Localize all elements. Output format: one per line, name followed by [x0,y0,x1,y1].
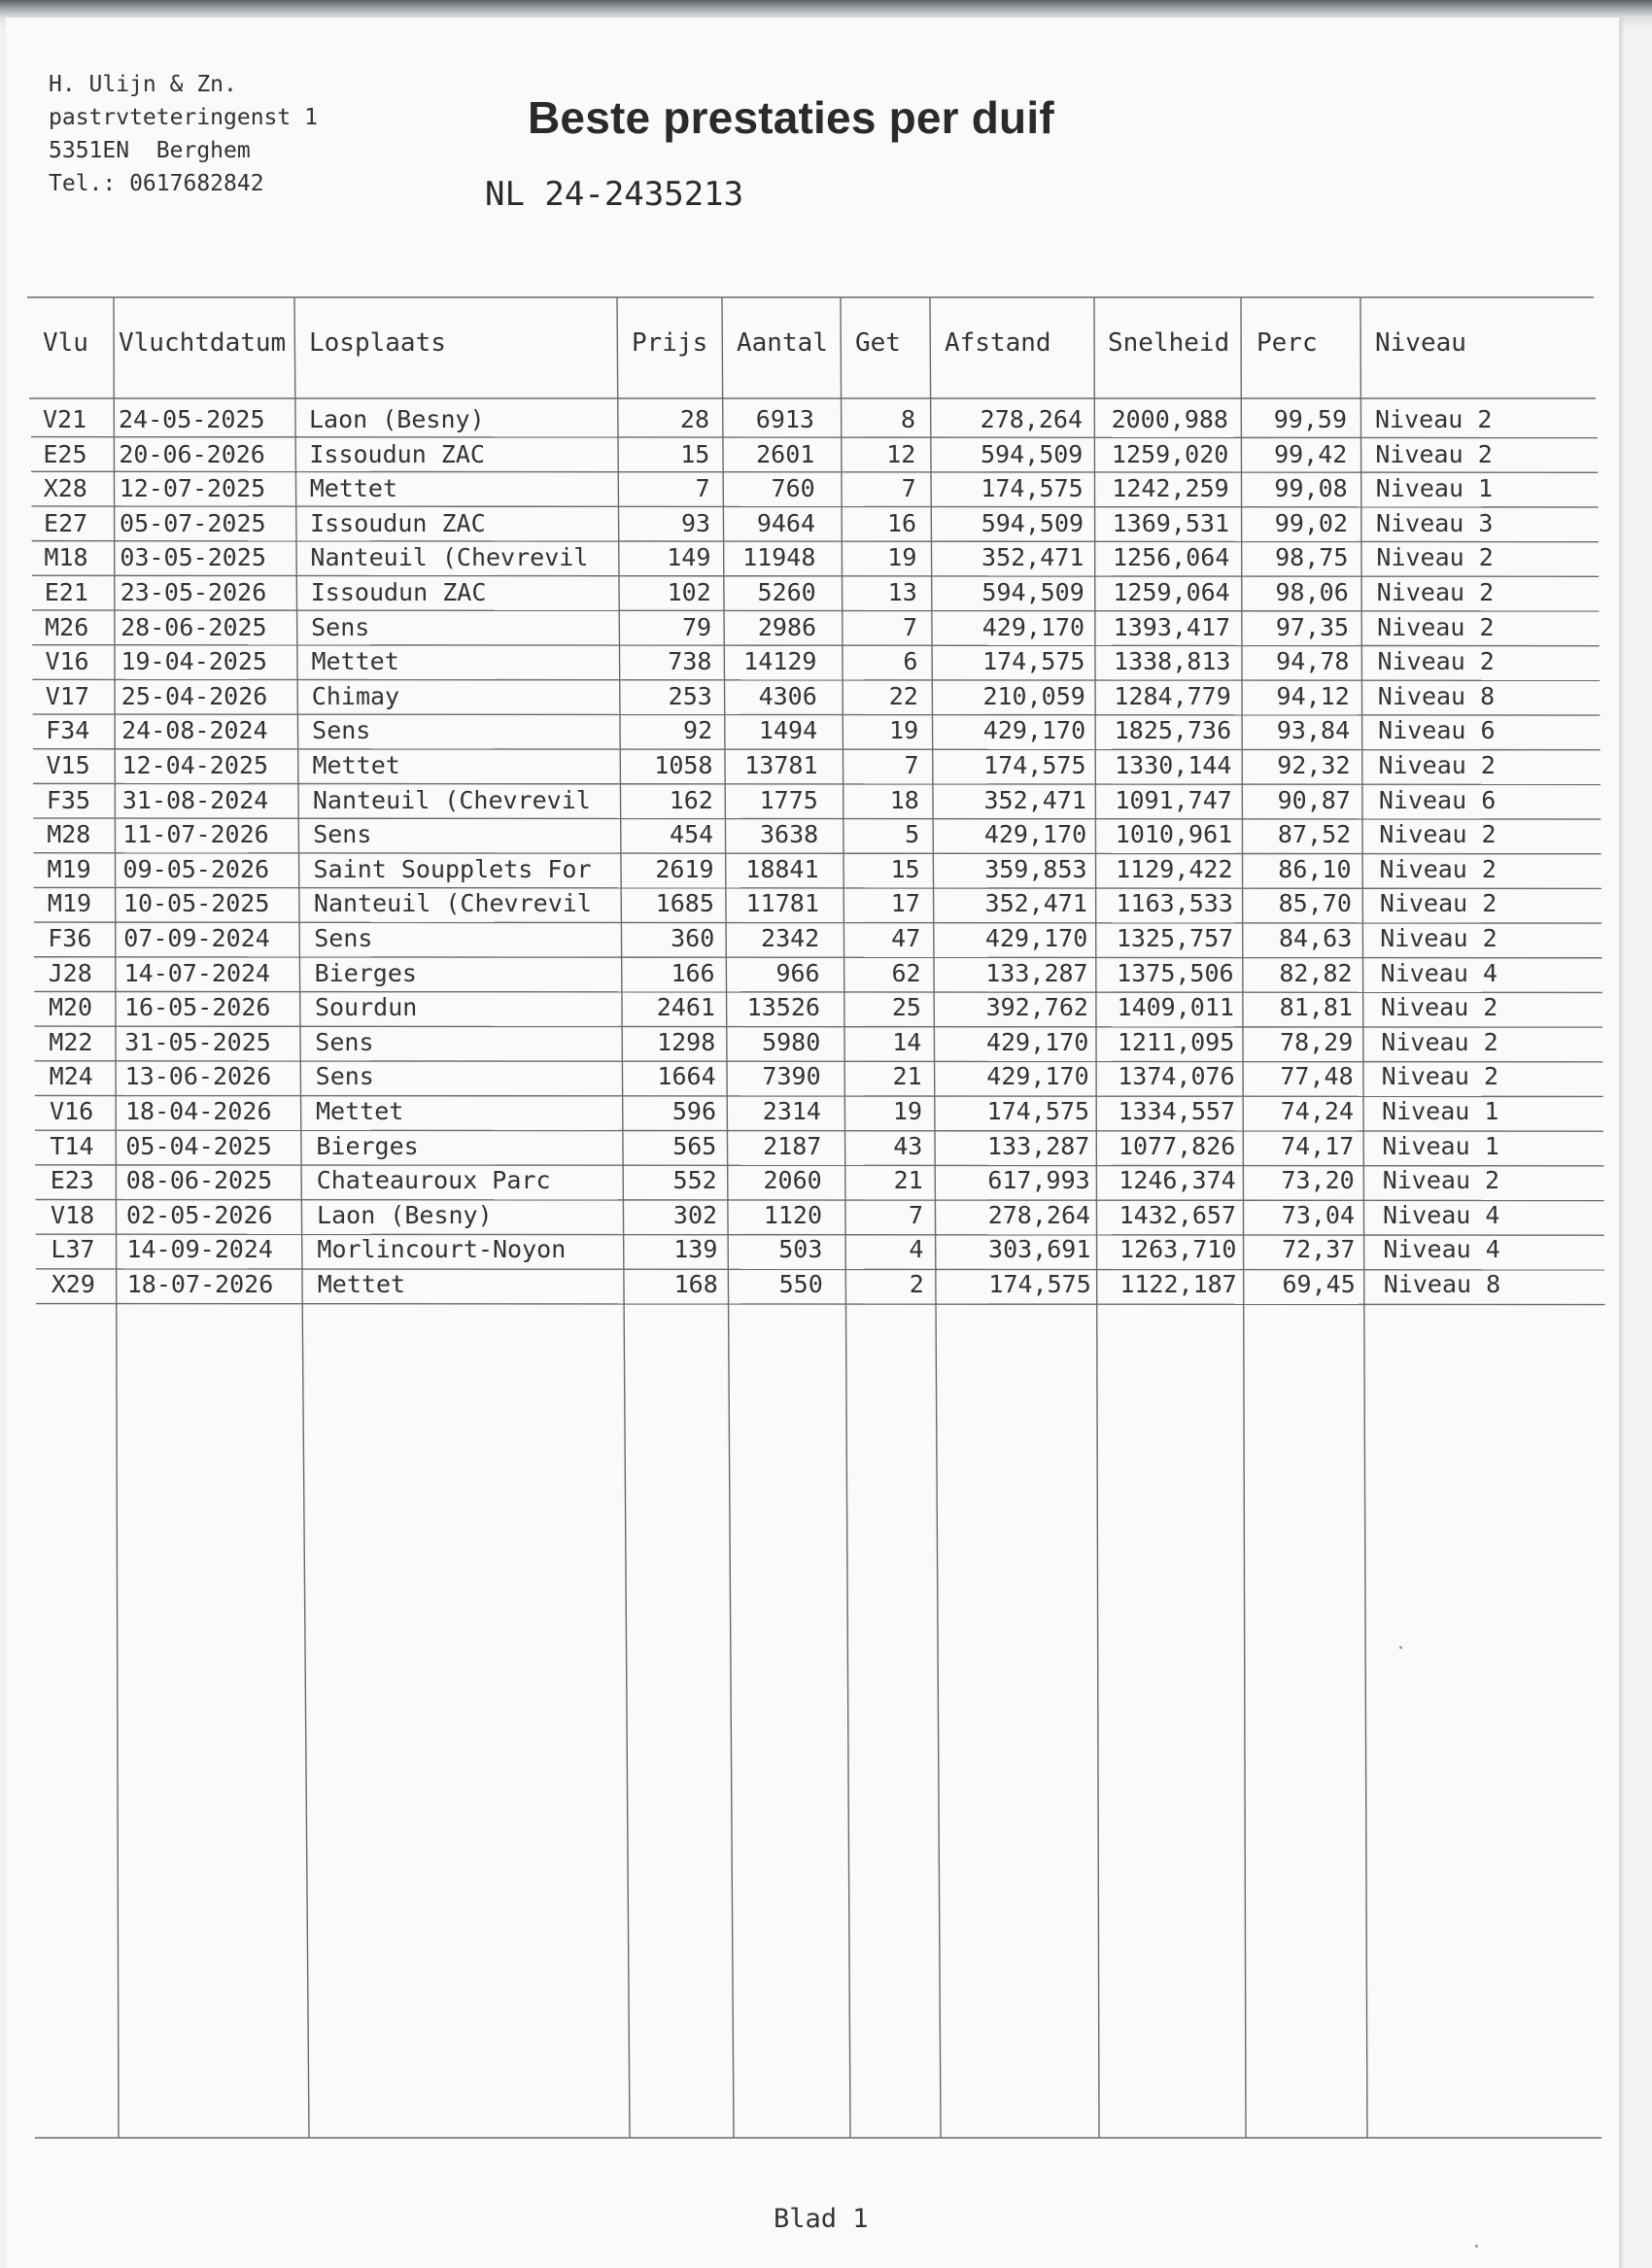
cell-get: 12 [886,439,916,468]
cell-niveau: Niveau 2 [1381,1062,1499,1091]
cell-vluchtdatum: 10-05-2025 [122,889,270,918]
cell-vluchtdatum: 23-05-2026 [120,578,267,606]
cell-get: 7 [908,1200,924,1229]
cell-perc: 86,10 [1278,854,1352,883]
cell-niveau: Niveau 3 [1376,508,1494,537]
cell-get: 16 [886,508,917,537]
cell-snelheid: 1325,757 [1116,924,1234,952]
sender-city: 5351EN Berghem [49,138,251,163]
cell-afstand: 429,170 [983,820,1087,849]
cell-get: 47 [891,924,921,952]
scan-speck [1399,1646,1402,1649]
cell-vlu: M24 [49,1062,93,1091]
cell-vluchtdatum: 12-07-2025 [119,474,266,503]
cell-perc: 99,02 [1274,508,1349,537]
cell-aantal: 5980 [762,1027,821,1056]
cell-niveau: Niveau 2 [1381,1027,1498,1056]
cell-aantal: 7390 [762,1062,821,1091]
cell-prijs: 79 [681,612,712,641]
cell-snelheid: 1432,657 [1119,1200,1237,1229]
cell-losplaats: Sourdun [314,993,418,1022]
column-header-niveau: Niveau [1375,328,1466,358]
cell-vluchtdatum: 20-06-2026 [119,439,265,468]
cell-perc: 92,32 [1277,751,1351,779]
cell-losplaats: Issoudun ZAC [309,439,485,468]
cell-snelheid: 2000,988 [1111,405,1228,433]
cell-afstand: 210,059 [982,681,1085,710]
scan-speck [1475,2245,1478,2248]
cell-aantal: 18841 [745,854,819,883]
cell-get: 62 [891,958,921,987]
cell-prijs: 1685 [655,889,714,918]
cell-snelheid: 1259,064 [1113,578,1230,606]
cell-vluchtdatum: 14-07-2024 [123,958,271,987]
cell-afstand: 352,471 [983,785,1086,814]
cell-vlu: E25 [43,439,87,468]
cell-afstand: 174,575 [986,1097,1089,1125]
cell-afstand: 174,575 [983,751,1086,779]
cell-snelheid: 1330,144 [1115,751,1232,779]
cell-prijs: 139 [673,1235,718,1264]
cell-losplaats: Nanteuil (Chevrevil [313,889,592,918]
cell-afstand: 352,471 [981,543,1084,572]
cell-get: 21 [892,1062,922,1091]
cell-losplaats: Saint Soupplets For [313,854,592,883]
cell-prijs: 28 [679,405,709,433]
cell-afstand: 429,170 [985,1027,1089,1056]
cell-snelheid: 1374,076 [1118,1062,1235,1091]
cell-perc: 98,06 [1275,578,1349,606]
sender-address [49,68,318,200]
cell-vluchtdatum: 25-04-2026 [120,681,268,710]
cell-prijs: 7 [695,474,710,503]
cell-get: 19 [889,716,919,745]
cell-vluchtdatum: 12-04-2025 [121,751,269,779]
cell-vluchtdatum: 24-08-2024 [121,716,268,745]
cell-aantal: 1775 [759,785,818,814]
cell-vlu: M28 [47,820,91,849]
cell-perc: 99,59 [1273,405,1347,433]
cell-losplaats: Morlincourt-Noyon [317,1235,567,1264]
cell-aantal: 2342 [761,924,820,952]
cell-prijs: 93 [680,508,711,537]
cell-niveau: Niveau 6 [1378,785,1497,814]
cell-perc: 69,45 [1282,1270,1356,1298]
cell-afstand: 429,170 [981,612,1085,641]
cell-snelheid: 1334,557 [1118,1097,1235,1125]
cell-snelheid: 1077,826 [1118,1131,1236,1160]
cell-afstand: 429,170 [984,924,1088,952]
cell-niveau: Niveau 4 [1383,1200,1500,1229]
cell-snelheid: 1409,011 [1117,993,1234,1022]
cell-perc: 98,75 [1275,543,1349,572]
cell-losplaats: Mettet [317,1270,406,1298]
cell-get: 43 [893,1131,923,1160]
cell-snelheid: 1163,533 [1116,889,1233,918]
cell-aantal: 1494 [758,716,818,745]
cell-losplaats: Chimay [311,681,400,710]
cell-niveau: Niveau 6 [1378,716,1496,745]
column-header-vluchtdatum: Vluchtdatum [119,328,287,358]
cell-vlu: V21 [43,405,87,433]
cell-perc: 81,81 [1279,993,1353,1022]
cell-perc: 73,04 [1281,1200,1356,1229]
cell-vluchtdatum: 18-04-2026 [125,1097,272,1125]
cell-perc: 72,37 [1282,1235,1356,1264]
cell-vluchtdatum: 13-06-2026 [124,1062,272,1091]
column-header-losplaats: Losplaats [309,328,446,358]
cell-niveau: Niveau 2 [1380,993,1498,1022]
cell-get: 4 [909,1235,924,1264]
cell-get: 15 [890,854,920,883]
cell-afstand: 278,264 [980,405,1083,433]
cell-niveau: Niveau 2 [1377,612,1495,641]
cell-vlu: X29 [51,1270,95,1298]
cell-perc: 78,29 [1280,1027,1354,1056]
cell-vlu: M22 [49,1027,93,1056]
cell-prijs: 454 [670,820,714,849]
cell-niveau: Niveau 2 [1377,647,1495,676]
cell-niveau: Niveau 2 [1376,578,1495,606]
cell-perc: 73,20 [1281,1166,1355,1195]
cell-vluchtdatum: 03-05-2025 [120,543,266,572]
cell-losplaats: Sens [311,612,370,641]
cell-vlu: L37 [51,1235,95,1264]
cell-vluchtdatum: 14-09-2024 [126,1235,273,1264]
cell-niveau: Niveau 1 [1382,1097,1499,1125]
cell-perc: 74,24 [1280,1097,1354,1125]
cell-prijs: 102 [667,578,711,606]
cell-afstand: 359,853 [984,854,1087,883]
cell-prijs: 565 [672,1131,717,1160]
cell-get: 18 [889,785,919,814]
cell-prijs: 162 [669,785,713,814]
cell-perc: 99,42 [1274,439,1348,468]
cell-get: 19 [887,543,917,572]
cell-losplaats: Laon (Besny) [317,1200,493,1229]
cell-prijs: 552 [672,1166,717,1195]
cell-niveau: Niveau 1 [1382,1131,1499,1160]
cell-perc: 90,87 [1277,785,1351,814]
cell-get: 14 [892,1027,922,1056]
cell-get: 7 [904,751,919,779]
cell-aantal: 2187 [763,1131,822,1160]
cell-losplaats: Chateauroux Parc [316,1166,551,1195]
cell-vlu: M19 [47,889,92,918]
cell-perc: 85,70 [1278,889,1352,918]
cell-perc: 94,12 [1276,681,1350,710]
cell-prijs: 168 [673,1270,718,1298]
cell-vluchtdatum: 02-05-2026 [126,1200,273,1229]
cell-afstand: 133,287 [985,958,1088,987]
cell-prijs: 596 [671,1097,716,1125]
cell-aantal: 6913 [755,405,814,433]
cell-snelheid: 1369,531 [1112,508,1230,537]
cell-vluchtdatum: 31-08-2024 [121,785,269,814]
cell-vluchtdatum: 19-04-2025 [120,647,267,676]
cell-aantal: 3638 [759,820,819,849]
cell-vluchtdatum: 18-07-2026 [126,1270,274,1298]
cell-niveau: Niveau 2 [1378,751,1496,779]
cell-aantal: 14129 [743,647,817,676]
cell-afstand: 174,575 [982,647,1085,676]
cell-niveau: Niveau 1 [1375,474,1494,503]
page-number: Blad 1 [774,2204,869,2234]
cell-get: 2 [909,1270,924,1298]
cell-afstand: 133,287 [986,1131,1090,1160]
cell-losplaats: Sens [313,820,372,849]
cell-vluchtdatum: 24-05-2025 [119,405,265,433]
cell-afstand: 617,993 [987,1166,1090,1195]
cell-afstand: 174,575 [981,474,1084,503]
cell-get: 25 [891,993,921,1022]
cell-perc: 93,84 [1276,716,1351,745]
cell-perc: 87,52 [1277,820,1352,849]
cell-niveau: Niveau 2 [1379,889,1497,918]
cell-vluchtdatum: 09-05-2026 [122,854,270,883]
cell-niveau: Niveau 2 [1375,405,1493,433]
cell-losplaats: Sens [315,1062,374,1091]
cell-niveau: Niveau 2 [1376,543,1494,572]
cell-vlu: V15 [46,751,90,779]
column-header-get: Get [855,328,901,358]
cell-afstand: 352,471 [984,889,1087,918]
cell-niveau: Niveau 4 [1380,958,1498,987]
cell-aantal: 2314 [762,1097,821,1125]
page-title: Beste prestaties per duif [528,92,1054,143]
cell-snelheid: 1375,506 [1117,958,1234,987]
cell-afstand: 594,509 [981,508,1084,537]
cell-niveau: Niveau 2 [1375,439,1493,468]
cell-prijs: 1664 [657,1062,716,1091]
cell-snelheid: 1393,417 [1113,612,1231,641]
cell-prijs: 1058 [654,751,713,779]
sender-street: pastrvteteringenst 1 [49,105,318,130]
cell-vluchtdatum: 07-09-2024 [123,924,270,952]
cell-vlu: J28 [48,958,92,987]
cell-get: 19 [892,1097,922,1125]
cell-vluchtdatum: 05-07-2025 [120,508,266,537]
cell-snelheid: 1256,064 [1112,543,1230,572]
cell-afstand: 278,264 [987,1200,1091,1229]
cell-perc: 94,78 [1276,647,1350,676]
cell-vlu: X28 [43,474,87,503]
cell-vlu: E21 [44,578,88,606]
cell-aantal: 1120 [763,1200,823,1229]
cell-vlu: V16 [45,647,89,676]
cell-aantal: 2601 [756,439,815,468]
cell-get: 7 [901,474,916,503]
cell-losplaats: Mettet [316,1097,404,1125]
cell-vluchtdatum: 08-06-2025 [125,1166,273,1195]
cell-vluchtdatum: 31-05-2025 [124,1027,271,1056]
cell-losplaats: Bierges [316,1131,419,1160]
cell-aantal: 9464 [756,508,816,537]
cell-get: 17 [890,889,920,918]
cell-prijs: 253 [668,681,712,710]
cell-vlu: M26 [45,612,89,641]
column-header-perc: Perc [1256,328,1318,358]
cell-perc: 82,82 [1279,958,1353,987]
cell-aantal: 5260 [757,578,816,606]
cell-aantal: 2060 [763,1166,822,1195]
cell-snelheid: 1242,259 [1112,474,1229,503]
cell-afstand: 429,170 [986,1062,1089,1091]
cell-prijs: 2619 [655,854,714,883]
cell-niveau: Niveau 8 [1377,681,1496,710]
cell-losplaats: Issoudun ZAC [310,508,486,537]
cell-get: 13 [887,578,917,606]
cell-vlu: M18 [44,543,88,572]
cell-losplaats: Issoudun ZAC [310,578,487,606]
cell-get: 6 [903,647,918,676]
cell-aantal: 966 [775,958,820,987]
cell-vluchtdatum: 16-05-2026 [123,993,271,1022]
cell-aantal: 760 [771,474,815,503]
cell-vlu: M19 [47,854,91,883]
cell-niveau: Niveau 2 [1382,1166,1500,1195]
cell-losplaats: Bierges [314,958,417,987]
cell-snelheid: 1010,961 [1115,820,1233,849]
cell-snelheid: 1211,095 [1117,1027,1235,1056]
cell-vlu: F34 [46,716,90,745]
cell-vlu: E27 [44,508,88,537]
cell-afstand: 594,509 [980,439,1084,468]
cell-prijs: 302 [672,1200,718,1229]
cell-afstand: 174,575 [988,1270,1091,1298]
cell-losplaats: Mettet [312,751,400,779]
cell-snelheid: 1122,187 [1119,1270,1237,1298]
cell-vlu: T14 [50,1131,94,1160]
cell-vlu: E23 [50,1166,94,1195]
cell-niveau: Niveau 8 [1383,1270,1501,1298]
cell-losplaats: Mettet [311,647,399,676]
cell-perc: 77,48 [1280,1062,1354,1091]
cell-prijs: 166 [671,958,715,987]
cell-snelheid: 1284,779 [1114,681,1231,710]
cell-losplaats: Nanteuil (Chevrevil [310,543,589,572]
cell-aantal: 13781 [744,751,818,779]
cell-prijs: 15 [680,439,710,468]
cell-aantal: 4306 [758,681,817,710]
column-header-aantal: Aantal [737,328,828,358]
cell-niveau: Niveau 2 [1379,820,1497,849]
sender-phone: Tel.: 0617682842 [49,171,264,196]
cell-snelheid: 1263,710 [1119,1235,1237,1264]
cell-snelheid: 1825,736 [1114,716,1232,745]
cell-vluchtdatum: 11-07-2026 [122,820,269,849]
cell-vlu: V16 [50,1097,94,1125]
cell-perc: 84,63 [1278,924,1353,952]
cell-aantal: 550 [778,1270,823,1298]
cell-vluchtdatum: 05-04-2025 [125,1131,272,1160]
cell-losplaats: Sens [314,924,373,952]
cell-losplaats: Nanteuil (Chevrevil [312,785,591,814]
cell-aantal: 11948 [742,543,816,572]
cell-losplaats: Sens [315,1027,374,1056]
cell-niveau: Niveau 2 [1380,924,1497,952]
cell-aantal: 13526 [746,993,820,1022]
cell-get: 8 [900,405,915,433]
cell-afstand: 594,509 [981,578,1084,606]
cell-snelheid: 1091,747 [1115,785,1232,814]
cell-aantal: 11781 [745,889,819,918]
sender-name: H. Ulijn & Zn. [49,72,237,97]
cell-perc: 99,08 [1274,474,1348,503]
cell-vlu: F35 [46,785,90,814]
cell-perc: 97,35 [1275,612,1350,641]
cell-vlu: V18 [51,1200,95,1229]
column-header-vlu: Vlu [43,328,88,358]
cell-losplaats: Sens [312,716,371,745]
cell-niveau: Niveau 4 [1383,1235,1500,1264]
cell-prijs: 360 [671,924,715,952]
cell-get: 5 [905,820,920,849]
cell-afstand: 392,762 [985,993,1088,1022]
cell-losplaats: Laon (Besny) [309,405,485,433]
cell-prijs: 149 [667,543,711,572]
cell-snelheid: 1259,020 [1111,439,1229,468]
cell-vlu: M20 [48,993,93,1022]
cell-snelheid: 1246,374 [1119,1166,1236,1195]
cell-aantal: 503 [778,1235,823,1264]
cell-vlu: V17 [45,681,89,710]
cell-afstand: 429,170 [982,716,1086,745]
column-header-prijs: Prijs [632,328,708,358]
ring-number: NL 24-2435213 [485,175,744,214]
cell-perc: 74,17 [1281,1131,1355,1160]
cell-niveau: Niveau 2 [1379,854,1497,883]
cell-prijs: 738 [668,647,712,676]
cell-get: 22 [888,681,918,710]
cell-prijs: 2461 [656,993,715,1022]
column-header-snelheid: Snelheid [1108,328,1230,358]
cell-snelheid: 1129,422 [1116,854,1233,883]
cell-get: 21 [893,1166,923,1195]
cell-vlu: F36 [48,924,92,952]
cell-losplaats: Mettet [309,474,397,503]
cell-aantal: 2986 [757,612,817,641]
cell-get: 7 [903,612,918,641]
cell-vluchtdatum: 28-06-2025 [120,612,267,641]
cell-prijs: 1298 [657,1027,716,1056]
cell-afstand: 303,691 [988,1235,1091,1264]
cell-prijs: 92 [683,716,713,745]
column-header-afstand: Afstand [945,328,1051,358]
cell-snelheid: 1338,813 [1114,647,1231,676]
